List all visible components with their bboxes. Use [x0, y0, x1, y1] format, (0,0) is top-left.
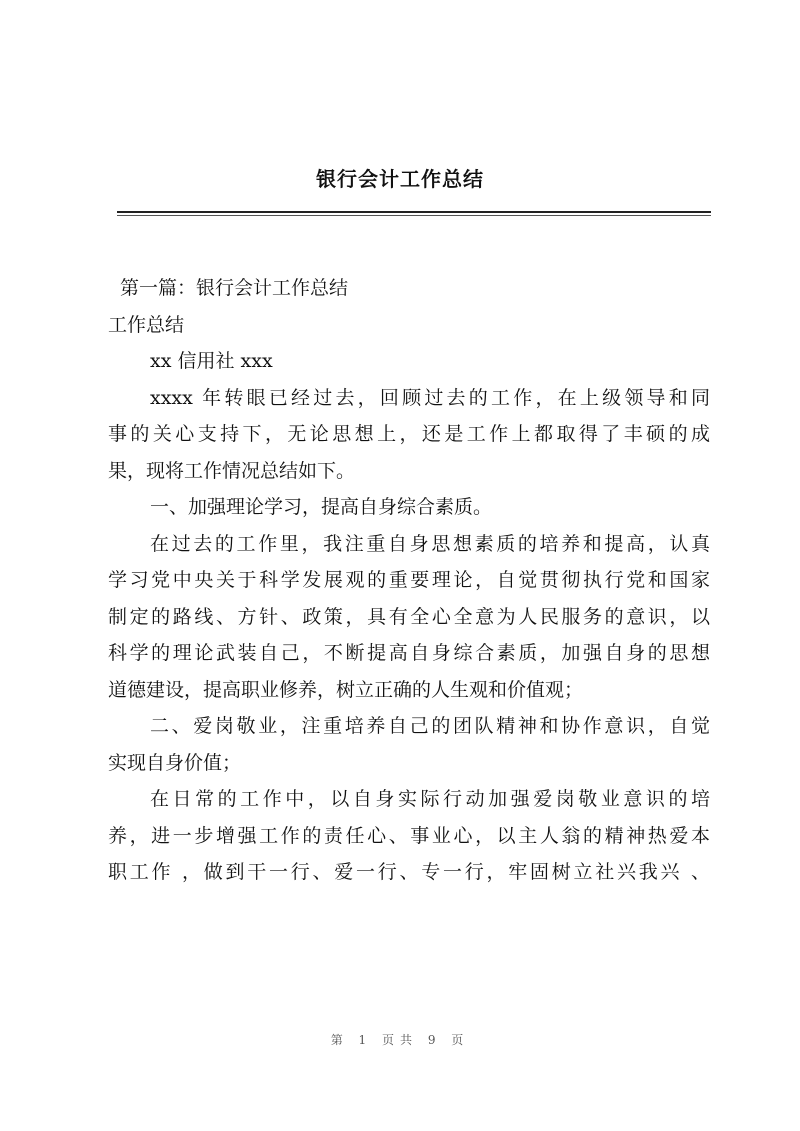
body-line: 一、加强理论学习，提高自身综合素质。: [150, 496, 493, 518]
body-line: 职工作 ，做到干一行、爱一行、专一行，牢固树立社兴我兴 、: [108, 861, 710, 883]
page-number-footer: 第 1 页共 9 页: [330, 1033, 470, 1047]
body-line: 事的关心支持下，无论思想上，还是工作上都取得了丰硕的成: [108, 423, 710, 445]
document-body: [108, 270, 710, 891]
body-line: 果，现将工作情况总结如下。: [108, 459, 356, 482]
body-line: 养，进一步增强工作的责任心、事业心，以主人翁的精神热爱本: [108, 824, 710, 847]
body-line: 第一篇：银行会计工作总结: [120, 277, 349, 299]
body-line: 工作总结: [108, 313, 185, 336]
body-line: xx 信用社 xxx: [150, 350, 273, 372]
body-line: 二、爱岗敬业，注重培养自己的团队精神和协作意识，自觉: [150, 715, 710, 737]
body-line: xxxx 年转眼已经过去，回顾过去的工作，在上级领导和同: [150, 386, 710, 409]
title-underline: [117, 211, 711, 213]
body-line: 在过去的工作里，我注重自身思想素质的培养和提高，认真: [150, 532, 710, 555]
body-line: 学习党中央关于科学发展观的重要理论，自觉贯彻执行党和国家: [108, 569, 710, 591]
body-line: 实现自身价值；: [108, 751, 242, 774]
body-line: 在日常的工作中，以自身实际行动加强爱岗敬业意识的培: [150, 788, 710, 810]
body-line: 科学的理论武装自己，不断提高自身综合素质，加强自身的思想: [108, 642, 710, 664]
document-title: 银行会计工作总结: [316, 167, 484, 191]
body-line: 制定的路线、方针、政策，具有全心全意为人民服务的意识，以: [108, 605, 710, 628]
title-underline-thin: [117, 215, 711, 216]
body-line: 道德建设，提高职业修养，树立正确的人生观和价值观；: [108, 678, 584, 701]
